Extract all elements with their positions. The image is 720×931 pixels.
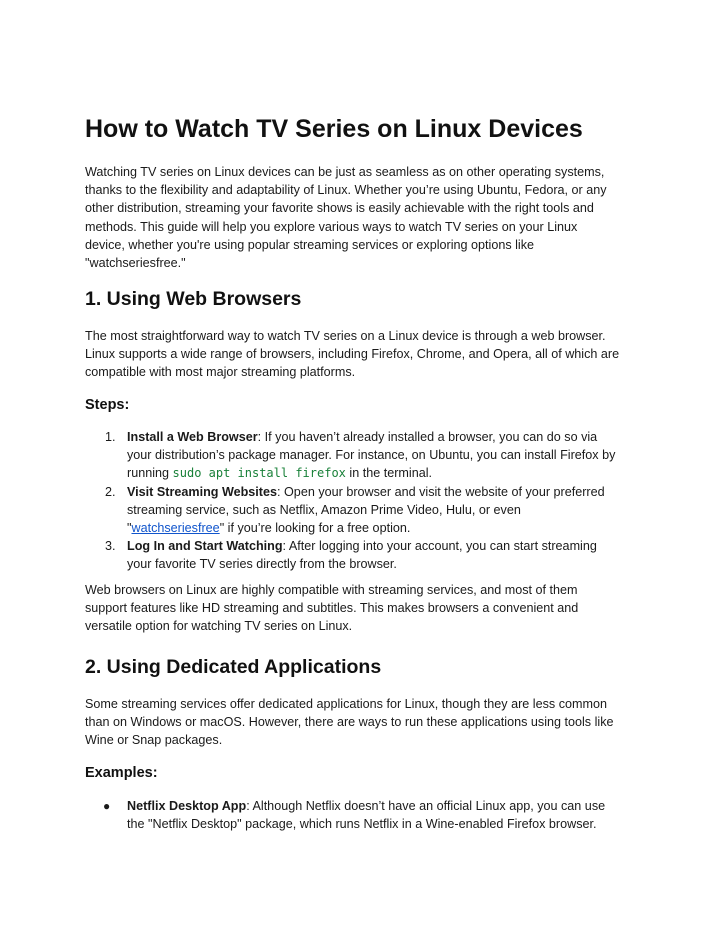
list-number: 3. xyxy=(105,539,116,554)
step-text: your distribution’s package manager. For instance, on Ubuntu, you can install Firefox by xyxy=(127,448,616,463)
step-text: streaming service, such as Netflix, Amazon Prime Video, Hulu, or even xyxy=(127,502,521,517)
document-title: How to Watch TV Series on Linux Devices xyxy=(85,115,583,143)
steps-heading: Steps: xyxy=(85,397,130,413)
intro-line: thanks to the flexibility and adaptability of Linux. Whether you’re using Ubuntu, Fedora, or any xyxy=(85,183,607,198)
web-browsers-closing-paragraph xyxy=(85,581,645,636)
list-item xyxy=(85,537,645,573)
step-text: running xyxy=(127,466,173,481)
list-number: 1. xyxy=(105,430,116,444)
list-item xyxy=(85,483,645,538)
paragraph-line: Linux supports a wide range of browsers, including Firefox, Chrome, and Opera, all of which are xyxy=(85,347,620,362)
list-number: 2. xyxy=(105,484,116,499)
list-item xyxy=(85,428,645,483)
step-text: : If you haven’t already installed a browser, you can do so via xyxy=(257,430,598,444)
intro-line: methods. This guide will help you explore various ways to watch TV series on your Linux xyxy=(85,219,578,234)
paragraph-line: compatible with most major streaming platforms. xyxy=(85,365,356,380)
bullet-icon: ● xyxy=(103,799,111,813)
web-browsers-paragraph xyxy=(85,327,645,382)
steps-list xyxy=(85,428,645,574)
example-text: : Although Netflix doesn’t have an official Linux app, you can use xyxy=(246,799,606,813)
paragraph-line: Some streaming services offer dedicated applications for Linux, though they are less common xyxy=(85,697,607,711)
section-heading-dedicated-applications: 2. Using Dedicated Applications xyxy=(85,656,382,678)
step-text: " xyxy=(127,521,132,536)
examples-heading: Examples: xyxy=(85,765,158,781)
paragraph-line: Wine or Snap packages. xyxy=(85,733,223,748)
step-text: your favorite TV series directly from the browser. xyxy=(127,557,397,572)
intro-line: other distribution, streaming your favorite shows is easily achievable with the right tools and xyxy=(85,201,594,216)
step-text: in the terminal. xyxy=(345,466,433,481)
intro-paragraph xyxy=(85,163,645,272)
list-item xyxy=(85,797,645,833)
example-text: the "Netflix Desktop" package, which runs Netflix in a Wine-enabled Firefox browser. xyxy=(127,817,597,832)
terminal-command: sudo apt install firefox xyxy=(172,466,346,481)
dedicated-apps-paragraph xyxy=(85,695,645,750)
step-text: : After logging into your account, you can start streaming xyxy=(282,539,597,554)
paragraph-line: versatile option for watching TV series on Linux. xyxy=(85,619,353,634)
step-title: Log In and Start Watching xyxy=(127,539,283,554)
paragraph-line: than on Windows or macOS. However, there are ways to run these applications using tools like xyxy=(85,715,614,730)
step-title: Install a Web Browser xyxy=(127,430,258,444)
examples-list xyxy=(85,797,645,833)
paragraph-line: Web browsers on Linux are highly compatible with streaming services, and most of them xyxy=(85,583,578,597)
example-title: Netflix Desktop App xyxy=(127,799,247,813)
intro-line: "watchseriesfree." xyxy=(85,256,186,271)
intro-line: device, whether you're using popular streaming services or exploring options like xyxy=(85,237,535,252)
section-heading-web-browsers: 1. Using Web Browsers xyxy=(85,288,302,310)
step-text: : Open your browser and visit the website of your preferred xyxy=(277,484,605,499)
step-title: Visit Streaming Websites xyxy=(127,484,278,499)
watchseriesfree-link[interactable]: watchseriesfree xyxy=(131,521,220,536)
paragraph-line: support features like HD streaming and subtitles. This makes browsers a convenient and xyxy=(85,601,579,616)
intro-line: Watching TV series on Linux devices can be just as seamless as on other operating systems, xyxy=(85,165,605,179)
step-text: " if you’re looking for a free option. xyxy=(219,521,411,536)
paragraph-line: The most straightforward way to watch TV series on a Linux device is through a web browser. xyxy=(85,329,606,343)
